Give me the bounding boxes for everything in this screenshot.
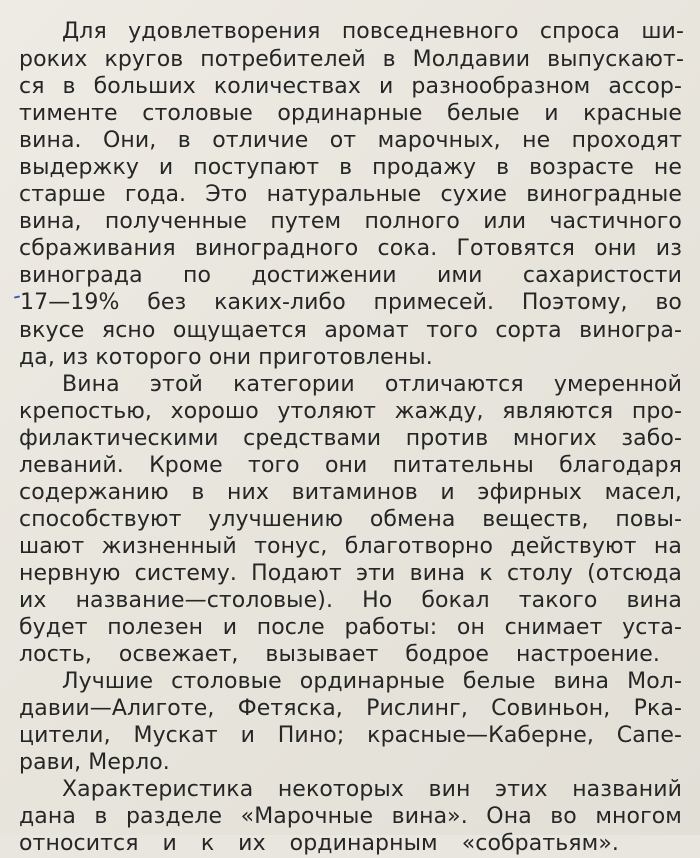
text-line: выдержку и поступают в продажу в возрасте не (19, 155, 682, 180)
text-line: сбраживания виноградного сока. Готовятся они из (19, 236, 682, 261)
text-line: вина. Они, в отличие от марочных, не проходят (19, 128, 682, 153)
text-line: дана в разделе «Марочные вина». Она во многом (19, 804, 682, 829)
text-line: их название—столовые). Но бокал такого вина (19, 588, 682, 613)
text-line: цители, Мускат и Пино; красные—Каберне, Сапе- (19, 723, 682, 748)
text-line: рави, Мерло. (19, 750, 170, 775)
text-line: способствуют улучшению обмена веществ, повы- (19, 507, 682, 532)
text-line: шают жизненный тонус, благотворно действуют на (19, 534, 682, 559)
text-line: роких кругов потребителей в Молдавии выпускают- (19, 47, 684, 72)
text-line: тименте столовые ординарные белые и красные (19, 101, 682, 126)
text-line: вкусе ясно ощущается аромат того сорта виногра- (19, 318, 682, 343)
text-line: Лучшие столовые ординарные белые вина Мол- (62, 669, 682, 694)
text-line: винограда по достижении ими сахаристости (19, 263, 682, 288)
text-line: нервную систему. Подают эти вина к столу (отсюда (19, 561, 682, 586)
text-line: крепостью, хорошо утоляют жажду, являются про- (19, 399, 682, 424)
text-line: 17—19% без каких-либо примесей. Поэтому, во (20, 290, 682, 315)
text-line: ся в больших количествах и разнообразном ассор- (19, 74, 682, 99)
text-line: да, из которого они приготовлены. (19, 345, 433, 370)
text-line: содержанию в них витаминов и эфирных масел, (19, 480, 682, 505)
text-line: Для удовлетворения повседневного спроса ши- (62, 19, 684, 44)
text-line: лость, освежает, вызывает бодрое настроение. (19, 642, 660, 667)
text-line: вина, полученные путем полного или частичного (19, 209, 682, 234)
text-line: старше года. Это натуральные сухие виноградные (19, 182, 682, 207)
text-line: будет полезен и после работы: он снимает уста- (19, 615, 682, 640)
text-line: филактическими средствами против многих забо- (19, 426, 682, 451)
text-line: относится и к их ординарным «собратьям». (19, 831, 619, 856)
text-line: Характеристика некоторых вин этих названий (62, 777, 682, 802)
text-line: давии—Алиготе, Фетяска, Рислинг, Совиньон, Рка- (19, 696, 682, 721)
text-line: Вина этой категории отличаются умеренной (62, 372, 682, 397)
text-line: леваний. Кроме того они питательны благодаря (19, 453, 682, 478)
